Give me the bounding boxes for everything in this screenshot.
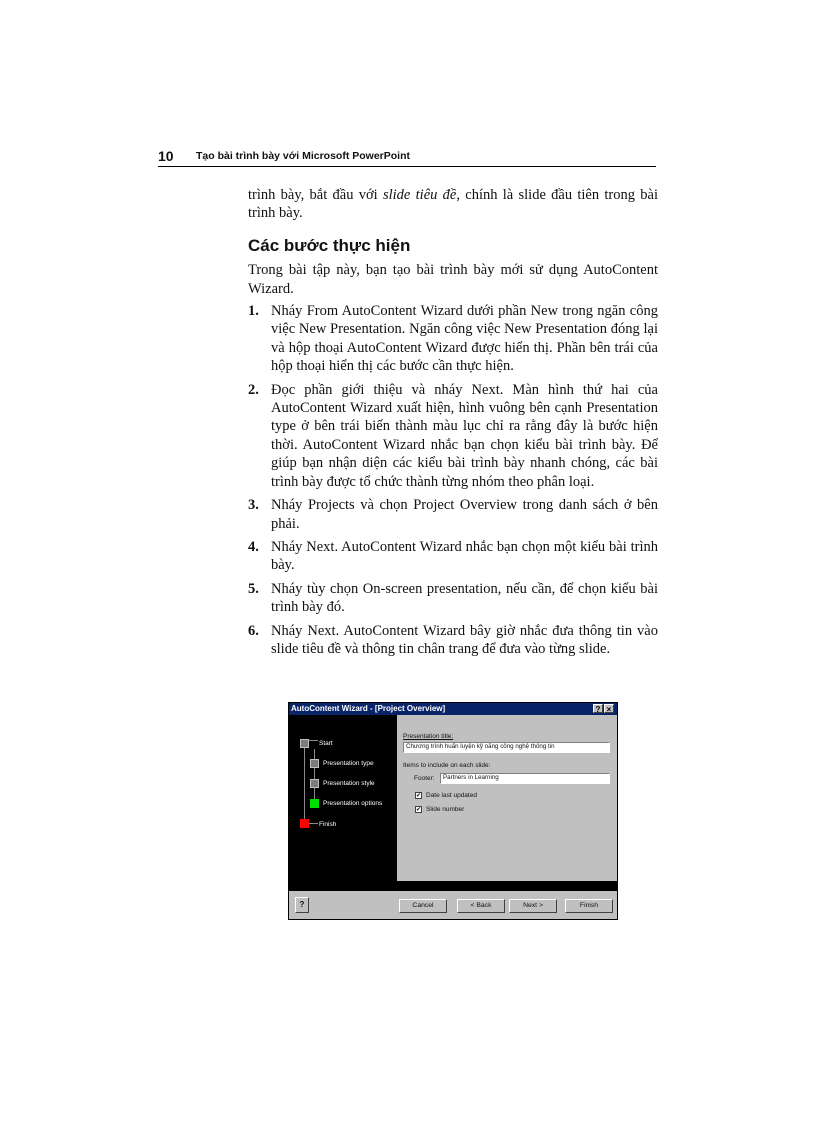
- step-text: Nháy Next. AutoContent Wizard nhắc bạn chọn một kiểu bài trình bày.: [271, 538, 658, 574]
- running-title: Tạo bài trình bày với Microsoft PowerPoint: [196, 150, 410, 162]
- step-number: 4.: [248, 538, 259, 555]
- step-options-label: Presentation options: [323, 800, 383, 807]
- step-item: [248, 538, 658, 575]
- step-connector-main: [304, 741, 305, 823]
- title-close-button[interactable]: ×: [604, 704, 614, 713]
- step-text: Nháy Next. AutoContent Wizard bây giờ nhắc đưa thông tin vào slide tiêu đề và thông tin chân trang để đưa vào từng slide.: [271, 622, 658, 657]
- help-icon-button[interactable]: ?: [295, 897, 309, 913]
- title-help-button[interactable]: ?: [593, 704, 603, 713]
- intro-text-end: , chính là slide đầu tiên trong bài trình bày.: [248, 187, 658, 222]
- step-item: [248, 622, 658, 659]
- footer-label: Footer:: [414, 775, 435, 782]
- dialog-title: AutoContent Wizard - [Project Overview]: [291, 704, 446, 713]
- items-label: Items to include on each slide:: [403, 762, 491, 769]
- cancel-button[interactable]: Cancel: [399, 899, 447, 913]
- wizard-options-panel: [397, 715, 617, 881]
- page-header: [158, 148, 656, 167]
- slide-number-label: Slide number: [426, 806, 465, 813]
- step-item: [248, 580, 658, 617]
- section-heading: Các bước thực hiện: [248, 235, 411, 255]
- presentation-title-label: Presentation title:: [403, 733, 454, 740]
- date-last-updated-checkbox[interactable]: ✔: [416, 793, 422, 799]
- back-button[interactable]: < Back: [457, 899, 505, 913]
- next-button[interactable]: Next >: [509, 899, 557, 913]
- wizard-steps-panel: [289, 715, 397, 891]
- step-options-box-current: [310, 799, 319, 808]
- step-text: Nháy Projects và chọn Project Overview trong danh sách ở bên phải.: [271, 497, 658, 532]
- date-last-updated-label: Date last updated: [426, 792, 477, 799]
- step-number: 2.: [248, 381, 259, 398]
- intro-text-start: trình bày, bắt đầu với: [248, 187, 383, 203]
- step-style-label: Presentation style: [323, 780, 375, 787]
- step-text: Đọc phần giới thiệu và nháy Next. Màn hình thứ hai của AutoContent Wizard xuất hiện, hình vuông bên cạnh Presentation type ở bên trái biến thành màu lục chỉ ra rằng đây là bước hiện thời. AutoContent Wizard nhắc bạn chọn kiểu bài trình bày. Để giúp bạn nhận diện các kiểu bài trình bày nhanh chóng, các bài trình bày được tổ chức thành từng nhóm theo phân loại.: [271, 381, 658, 490]
- intro-paragraph: [248, 186, 658, 223]
- step-type-label: Presentation type: [323, 760, 374, 767]
- section-lead: Trong bài tập này, bạn tạo bài trình bày mới sử dụng AutoContent Wizard.: [248, 262, 658, 297]
- step-finish-box: [300, 819, 309, 828]
- footer-input[interactable]: Partners in Learning: [440, 773, 610, 784]
- autocontent-wizard-dialog: [288, 702, 618, 920]
- step-start-box: [300, 739, 309, 748]
- step-finish-label: Finish: [319, 821, 337, 828]
- wizard-divider-band: [289, 881, 617, 891]
- step-item: [248, 496, 658, 533]
- finish-button[interactable]: Finish: [565, 899, 613, 913]
- step-number: 1.: [248, 303, 259, 320]
- step-number: 3.: [248, 497, 259, 514]
- dialog-body: [289, 715, 617, 891]
- step-style-box: [310, 779, 319, 788]
- presentation-title-input[interactable]: Chương trình huấn luyện kỹ năng công nghệ thông tin: [403, 742, 610, 753]
- main-text: [248, 186, 658, 663]
- intro-italic-term: slide tiêu đề: [382, 187, 457, 203]
- slide-number-checkbox[interactable]: ✔: [416, 807, 422, 813]
- step-item: [248, 302, 658, 376]
- step-text: Nháy tùy chọn On-screen presentation, nếu cần, để chọn kiểu bài trình bày đó.: [271, 580, 658, 616]
- step-number: 5.: [248, 580, 259, 597]
- step-start-label: Start: [319, 740, 333, 747]
- step-text: Nháy From AutoContent Wizard dưới phần New trong ngăn công việc New Presentation. Ngăn công việc New Presentation đóng lại và hộp thoại AutoContent Wizard được hiển thị. Phần bên trái của hộp thoại hiển thị các bước cần thực hiện.: [271, 303, 658, 375]
- step-item: [248, 381, 658, 491]
- step-number: 6.: [248, 622, 259, 639]
- page-number: 10: [158, 148, 174, 164]
- step-connector-sub: [314, 749, 315, 805]
- step-type-box: [310, 759, 319, 768]
- step-list: [248, 302, 658, 658]
- dialog-titlebar: [289, 703, 617, 715]
